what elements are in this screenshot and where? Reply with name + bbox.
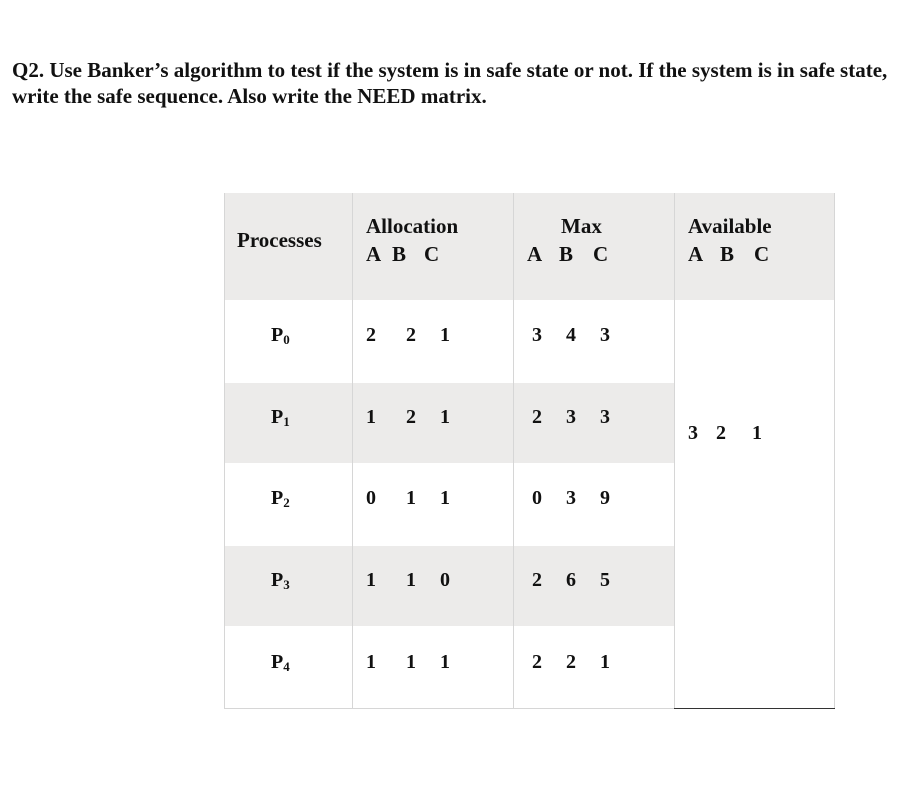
col-divider (352, 193, 353, 709)
resource-letter: A (366, 242, 382, 266)
header-available: Available (688, 214, 772, 238)
resource-letter: A (527, 242, 543, 266)
process-label: $P_4$ (271, 651, 290, 674)
max-resource-letters (527, 242, 608, 267)
col-divider (513, 193, 514, 709)
resource-letter: C (424, 242, 440, 266)
max-values: 2 3 3 (532, 406, 610, 428)
max-values: 2 2 1 (532, 651, 610, 673)
header-processes: Processes (237, 228, 322, 252)
allocation-values: 0 1 1 (366, 487, 450, 509)
allocation-resource-letters (366, 242, 439, 267)
resource-letter: B (559, 242, 574, 266)
max-values: 2 6 5 (532, 569, 610, 591)
allocation-values: 2 2 1 (366, 324, 450, 346)
bankers-table (224, 193, 835, 709)
resource-letter: C (754, 242, 770, 266)
allocation-values: 1 1 1 (366, 651, 450, 673)
col-divider (224, 193, 225, 709)
col-divider (674, 193, 675, 709)
available-resource-letters (688, 242, 769, 267)
max-values: 3 4 3 (532, 324, 610, 346)
process-label: $P_2$ (271, 487, 290, 510)
allocation-values: 1 2 1 (366, 406, 450, 428)
resource-letter: B (720, 242, 735, 266)
process-label: $P_3$ (271, 569, 290, 592)
process-label: $P_1$ (271, 406, 290, 429)
available-values: 3 2 1 (688, 422, 762, 444)
question-text: Q2. Use Banker’s algorithm to test if the system is in safe state or not. If the system is in safe state, write the safe sequence. Also write the NEED matrix. (12, 58, 888, 108)
available-bottom-border (674, 708, 835, 709)
header-allocation: Allocation (366, 214, 459, 238)
header-max: Max (561, 214, 602, 238)
resource-letter: C (593, 242, 609, 266)
col-divider (834, 193, 835, 709)
table-bottom-border (224, 708, 674, 709)
max-values: 0 3 9 (532, 487, 610, 509)
allocation-values: 1 1 0 (366, 569, 450, 591)
resource-letter: B (392, 242, 407, 266)
resource-letter: A (688, 242, 704, 266)
process-label: $P_0$ (271, 324, 290, 347)
